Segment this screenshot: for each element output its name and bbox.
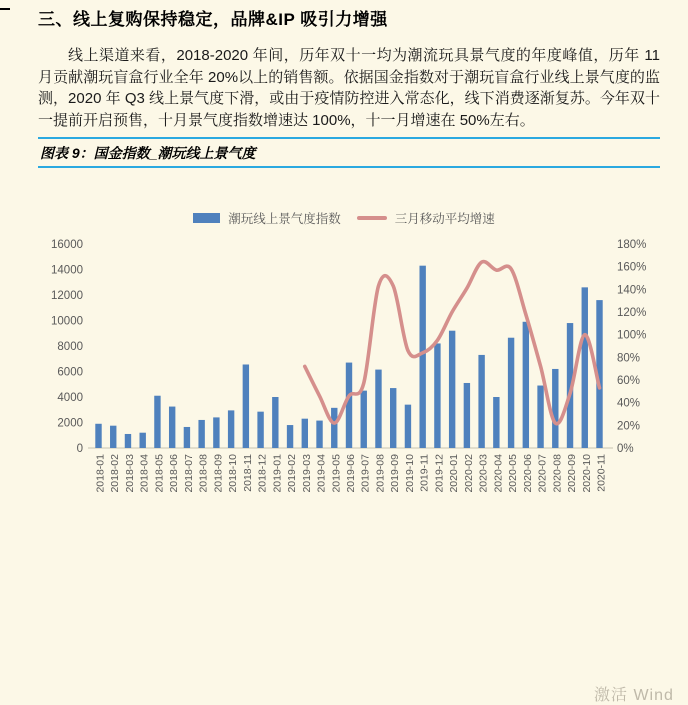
svg-text:2018-01: 2018-01 <box>94 454 107 493</box>
top-left-sliver <box>0 8 10 10</box>
svg-text:40%: 40% <box>617 397 641 410</box>
legend-bar-label: 潮玩线上景气度指数 <box>228 212 341 226</box>
report-page <box>0 8 688 168</box>
svg-text:2018-05: 2018-05 <box>153 454 166 493</box>
svg-text:12000: 12000 <box>51 290 83 302</box>
svg-text:2018-11: 2018-11 <box>241 454 254 492</box>
svg-text:60%: 60% <box>617 375 641 387</box>
figure-caption: 图表 9：国金指数_潮玩线上景气度 <box>40 145 256 161</box>
svg-text:2018-07: 2018-07 <box>182 454 195 493</box>
svg-text:2019-10: 2019-10 <box>403 454 416 493</box>
legend-line-label: 三月移动平均增速 <box>394 212 495 226</box>
svg-text:2020-10: 2020-10 <box>580 454 593 493</box>
svg-text:0: 0 <box>76 443 83 455</box>
svg-text:8000: 8000 <box>57 341 83 353</box>
svg-text:120%: 120% <box>617 307 647 319</box>
svg-text:2019-12: 2019-12 <box>433 454 446 493</box>
svg-text:2018-08: 2018-08 <box>197 454 210 493</box>
combo-chart <box>0 203 688 506</box>
chart-area <box>0 203 688 704</box>
svg-text:2020-04: 2020-04 <box>492 453 505 493</box>
svg-text:2020-08: 2020-08 <box>551 454 564 493</box>
body-paragraph: 线上渠道来看，2018-2020 年间，历年双十一均为潮流玩具景气度的年度峰值，历年 11 月贡献潮玩盲盒行业全年 20%以上的销售额。依据国金指数对于潮玩盲盒行业线上景气度的监测，2020 年 Q3 线上景气度下滑，或由于疫情防控进入常态化，线下消费逐渐复苏。今年双十一提前开启预售，十月景气度指数增速达 100%，十一月增速在 50%左右。 <box>38 47 660 129</box>
svg-text:6000: 6000 <box>57 366 83 379</box>
svg-text:10000: 10000 <box>51 315 83 328</box>
svg-text:180%: 180% <box>617 239 647 251</box>
svg-text:2019-01: 2019-01 <box>271 454 284 493</box>
svg-text:2018-12: 2018-12 <box>256 454 269 493</box>
svg-text:4000: 4000 <box>57 392 83 404</box>
svg-text:2019-04: 2019-04 <box>315 454 328 493</box>
svg-text:2020-07: 2020-07 <box>536 454 549 493</box>
svg-text:2019-11: 2019-11 <box>418 454 431 492</box>
svg-text:80%: 80% <box>617 352 641 365</box>
svg-text:140%: 140% <box>617 284 647 297</box>
figure-caption-block <box>38 137 660 168</box>
svg-text:16000: 16000 <box>51 239 83 251</box>
section-heading: 三、线上复购保持稳定，品牌&IP 吸引力增强 <box>38 10 388 29</box>
svg-text:2020-09: 2020-09 <box>566 454 579 493</box>
svg-text:2018-06: 2018-06 <box>168 454 181 493</box>
svg-text:2019-06: 2019-06 <box>345 454 357 493</box>
svg-text:100%: 100% <box>617 329 647 342</box>
svg-text:20%: 20% <box>617 420 641 433</box>
svg-text:2019-09: 2019-09 <box>389 454 402 493</box>
wind-watermark: 激活 Wind <box>594 687 674 704</box>
svg-text:160%: 160% <box>617 261 647 274</box>
svg-text:2019-07: 2019-07 <box>359 454 372 493</box>
svg-text:2019-08: 2019-08 <box>374 454 387 493</box>
svg-text:2020-02: 2020-02 <box>462 454 475 493</box>
svg-text:2019-05: 2019-05 <box>330 454 343 493</box>
svg-text:2018-09: 2018-09 <box>212 454 225 493</box>
svg-text:0%: 0% <box>617 443 634 455</box>
svg-text:2020-01: 2020-01 <box>448 454 461 493</box>
svg-text:2018-04: 2018-04 <box>138 454 151 493</box>
svg-text:2018-03: 2018-03 <box>123 454 136 493</box>
svg-text:2020-05: 2020-05 <box>507 454 520 493</box>
svg-text:2019-03: 2019-03 <box>300 454 313 493</box>
svg-text:2018-02: 2018-02 <box>109 454 122 493</box>
svg-text:2018-10: 2018-10 <box>227 454 240 493</box>
svg-text:2020-06: 2020-06 <box>521 454 534 493</box>
svg-text:2020-11: 2020-11 <box>595 454 608 492</box>
svg-text:2020-03: 2020-03 <box>477 454 490 493</box>
svg-text:2019-02: 2019-02 <box>286 454 299 493</box>
svg-text:2000: 2000 <box>57 417 83 430</box>
svg-text:14000: 14000 <box>51 264 83 277</box>
